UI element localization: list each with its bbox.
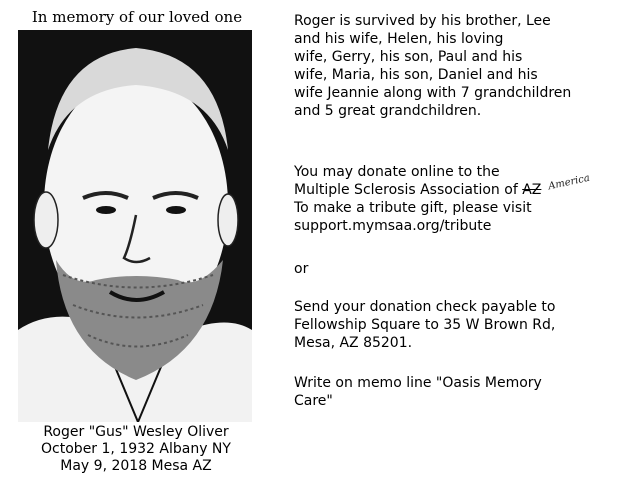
handwritten-correction: America xyxy=(547,172,591,193)
paragraph-line: To make a tribute gift, please visit xyxy=(294,200,532,216)
memorial-photo-panel xyxy=(0,0,280,481)
tribute-url: support.mymsaa.org/tribute xyxy=(294,218,492,234)
birth-date-place: October 1, 1932 Albany NY xyxy=(41,441,231,457)
paragraph-line: Send your donation check payable to xyxy=(294,299,556,315)
memorial-caption xyxy=(0,424,272,475)
organization-name: Multiple Sclerosis Association of xyxy=(294,182,523,198)
check-donation-paragraph xyxy=(294,298,612,352)
memorial-text-panel xyxy=(294,0,612,481)
paragraph-line: wife, Maria, his son, Daniel and his xyxy=(294,67,538,83)
portrait-photo xyxy=(18,30,252,422)
paragraph-line: Write on memo line "Oasis Memory xyxy=(294,375,542,391)
paragraph-line: Roger is survived by his brother, Lee xyxy=(294,13,551,29)
death-date-place: May 9, 2018 Mesa AZ xyxy=(60,458,212,474)
donate-online-paragraph xyxy=(294,163,612,235)
survivors-paragraph xyxy=(294,12,612,120)
paragraph-line: Fellowship Square to 35 W Brown Rd, xyxy=(294,317,556,333)
paragraph-line: wife Jeannie along with 7 grandchildren xyxy=(294,85,572,101)
memorial-header: In memory of our loved one xyxy=(31,8,243,26)
memo-line-paragraph xyxy=(294,374,612,410)
full-name: Roger "Gus" Wesley Oliver xyxy=(43,424,229,440)
paragraph-line: You may donate online to the xyxy=(294,164,500,180)
paragraph-line: Care" xyxy=(294,393,333,409)
struck-state-abbrev: AZ xyxy=(522,182,542,198)
paragraph-line: wife, Gerry, his son, Paul and his xyxy=(294,49,523,65)
paragraph-line: and his wife, Helen, his loving xyxy=(294,31,504,47)
paragraph-line: and 5 great grandchildren. xyxy=(294,103,482,119)
or-separator: or xyxy=(294,261,309,277)
paragraph-line: Mesa, AZ 85201. xyxy=(294,335,413,351)
